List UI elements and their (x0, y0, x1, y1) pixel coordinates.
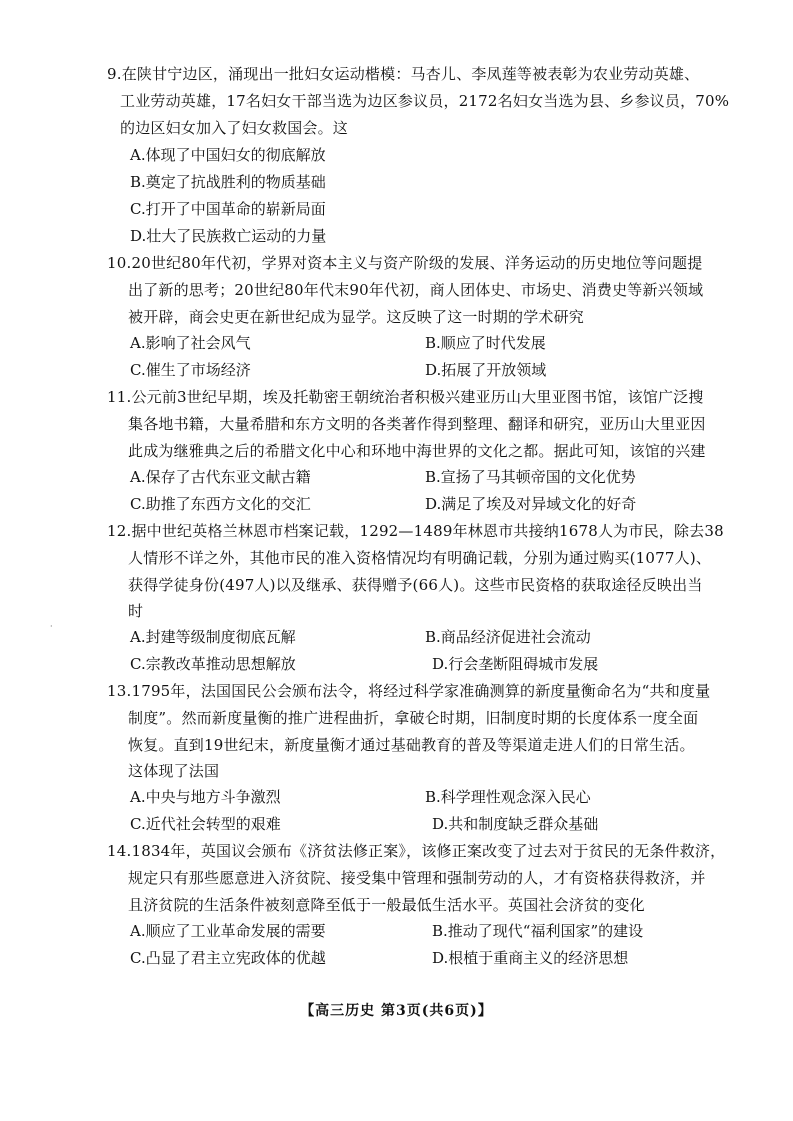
question-9-option-d[interactable]: D.壮大了民族救亡运动的力量 (130, 227, 327, 245)
question-13-option-d[interactable]: D.共和制度缺乏群众基础 (432, 815, 599, 833)
question-14-stem-line-1: 14.1834年，英国议会颁布《济贫法修正案》，该修正案改变了过去对于贫民的无条件救济， (107, 842, 726, 860)
question-14-option-b[interactable]: B.推动了现代“福利国家”的建设 (432, 922, 644, 940)
question-9-stem-line-2: 工业劳动英雄，17名妇女干部当选为边区参议员，2172名妇女当选为县、乡参议员，70% (120, 92, 730, 110)
question-13-option-c[interactable]: C.近代社会转型的艰难 (130, 815, 281, 833)
margin-mark: · (50, 622, 53, 631)
question-14-stem-line-2: 规定只有那些愿意进入济贫院、接受集中管理和强制劳动的人，才有资格获得救济，并 (128, 869, 706, 887)
question-10-stem-line-1: 10.20世纪80年代初，学界对资本主义与资产阶级的发展、洋务运动的历史地位等问题提 (107, 254, 703, 272)
question-9-option-a[interactable]: A.体现了中国妇女的彻底解放 (130, 146, 326, 164)
question-12-stem-line-1: 12.据中世纪英格兰林恩市档案记载，1292—1489年林恩市共接纳1678人为市民，除去38 (107, 522, 724, 540)
question-14-stem-line-3: 且济贫院的生活条件被刻意降至低于一般最低生活水平。英国社会济贫的变化 (128, 896, 645, 914)
question-10-option-d[interactable]: D.拓展了开放领域 (425, 361, 547, 379)
question-9-stem-line-1: 9.在陕甘宁边区，涌现出一批妇女运动楷模：马杏儿、李凤莲等被表彰为农业劳动英雄、 (107, 65, 700, 83)
question-13-option-b[interactable]: B.科学理性观念深入民心 (425, 788, 591, 806)
question-11-option-b[interactable]: B.宣扬了马其顿帝国的文化优势 (425, 468, 636, 486)
question-10-stem-line-2: 出了新的思考；20世纪80年代末90年代初，商人团体史、市场史、消费史等新兴领域 (128, 281, 704, 299)
question-12-option-a[interactable]: A.封建等级制度彻底瓦解 (130, 628, 296, 646)
question-14-option-a[interactable]: A.顺应了工业革命发展的需要 (130, 922, 326, 940)
question-11-stem-line-3: 此成为继雅典之后的希腊文化中心和环地中海世界的文化之都。据此可知，该馆的兴建 (128, 442, 706, 460)
question-12-stem-line-4: 时 (128, 602, 144, 620)
question-13-option-a[interactable]: A.中央与地方斗争激烈 (130, 788, 281, 806)
question-11-stem-line-1: 11.公元前3世纪早期，埃及托勒密王朝统治者积极兴建亚历山大里亚图书馆，该馆广泛搜 (107, 388, 704, 406)
question-12-stem-line-2: 人情形不详之外，其他市民的准入资格情况均有明确记载，分别为通过购买(1077人)、 (128, 549, 712, 567)
question-10-stem-line-3: 被开辟，商会史更在新世纪成为显学。这反映了这一时期的学术研究 (128, 308, 585, 326)
question-9-stem-line-3: 的边区妇女加入了妇女救国会。这 (120, 119, 349, 137)
question-13-stem-line-1: 13.1795年，法国国民公会颁布法令，将经过科学家准确测算的新度量衡命名为“共和度量 (107, 682, 711, 700)
page-footer: 【高三历史 第3页(共6页)】 (300, 1003, 493, 1019)
question-9-option-c[interactable]: C.打开了中国革命的崭新局面 (130, 200, 326, 218)
question-10-option-b[interactable]: B.顺应了时代发展 (425, 334, 546, 352)
question-13-stem-line-2: 制度”。然而新度量衡的推广进程曲折，拿破仑时期，旧制度时期的长度体系一度全面 (128, 709, 699, 727)
question-12-option-c[interactable]: C.宗教改革推动思想解放 (130, 655, 296, 673)
question-14-option-d[interactable]: D.根植于重商主义的经济思想 (432, 949, 629, 967)
question-10-option-c[interactable]: C.催生了市场经济 (130, 361, 251, 379)
question-12-option-b[interactable]: B.商品经济促进社会流动 (425, 628, 591, 646)
question-10-option-a[interactable]: A.影响了社会风气 (130, 334, 251, 352)
question-9-option-b[interactable]: B.奠定了抗战胜利的物质基础 (130, 173, 326, 191)
question-14-option-c[interactable]: C.凸显了君主立宪政体的优越 (130, 949, 326, 967)
question-11-option-c[interactable]: C.助推了东西方文化的交汇 (130, 495, 311, 513)
question-12-option-d[interactable]: D.行会垄断阻碍城市发展 (432, 655, 599, 673)
question-13-stem-line-4: 这体现了法国 (128, 762, 220, 780)
question-13-stem-line-3: 恢复。直到19世纪末，新度量衡才通过基础教育的普及等渠道走进人们的日常生活。 (128, 736, 695, 754)
question-11-stem-line-2: 集各地书籍，大量希腊和东方文明的各类著作得到整理、翻译和研究，亚历山大里亚因 (128, 415, 706, 433)
question-11-option-a[interactable]: A.保存了古代东亚文献古籍 (130, 468, 311, 486)
question-12-stem-line-3: 获得学徒身份(497人)以及继承、获得赠予(66人)。这些市民资格的获取途径反映出当 (128, 576, 703, 594)
question-11-option-d[interactable]: D.满足了埃及对异域文化的好奇 (425, 495, 637, 513)
